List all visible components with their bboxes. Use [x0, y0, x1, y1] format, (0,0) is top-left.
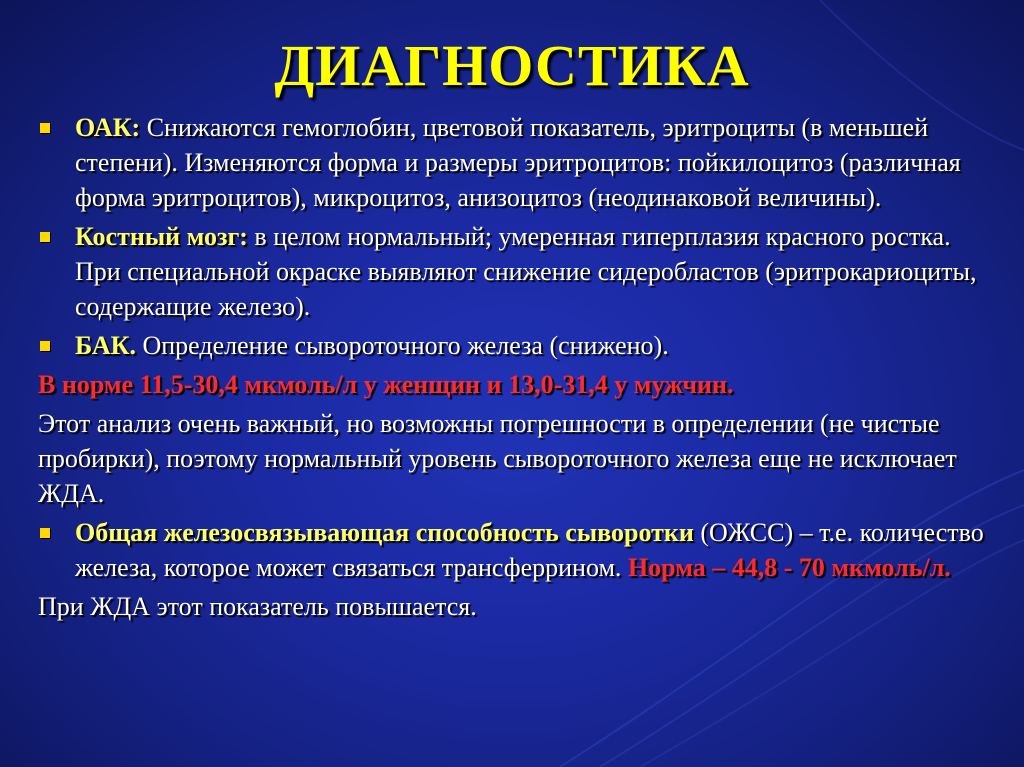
iron-norm-text: В норме 11,5-30,4 мкмоль/л у женщин и 13,0-31,4 у мужчин. — [38, 370, 734, 399]
ozhss-text: (ОЖСС) – т.е. количество железа, которое может связаться трансферрином. — [75, 518, 984, 582]
analysis-note-text: Этот анализ очень важный, но возможны погрешности в определении (не чистые пробирки), поэтому нормальный уровень сывороточного железа еще не исключает ЖДА. — [38, 409, 957, 508]
square-bullet-icon — [40, 528, 50, 538]
square-bullet-icon — [40, 123, 50, 133]
bone-marrow-text: в целом нормальный; умеренная гиперплазия красного ростка. При специальной окраске выявляют снижение сидеробластов (эритрокариоциты, содержащие железо). — [75, 222, 977, 321]
oak-text: Снижаются гемоглобин, цветовой показатель, эритроциты (в меньшей степени). Изменяются форма и размеры эритроцитов: пойкилоцитоз (различная форма эритроцитов), микроцитоз, анизоцитоз (неодинаковой величины). — [75, 113, 961, 212]
slide-title: ДИАГНОСТИКА — [274, 33, 750, 98]
oak-label: ОАК: — [75, 113, 141, 142]
square-bullet-icon — [40, 232, 50, 242]
square-bullet-icon — [40, 341, 50, 351]
bak-label: БАК. — [75, 331, 136, 360]
ozhss-label: Общая железосвязывающая способность сыворотки — [75, 518, 694, 547]
slide-content — [38, 110, 998, 628]
bak-text: Определение сывороточного железа (снижено). — [135, 331, 669, 360]
conclusion-text: При ЖДА этот показатель повышается. — [38, 592, 477, 621]
list-item-bone-marrow — [38, 219, 998, 324]
bone-marrow-label: Костный мозг: — [75, 222, 248, 251]
ozhss-norm-text: Норма – 44,8 - 70 мкмоль/л. — [627, 553, 951, 582]
list-item-bak — [38, 328, 998, 363]
list-item-oak — [38, 110, 998, 215]
list-item-ozhss — [38, 515, 998, 585]
